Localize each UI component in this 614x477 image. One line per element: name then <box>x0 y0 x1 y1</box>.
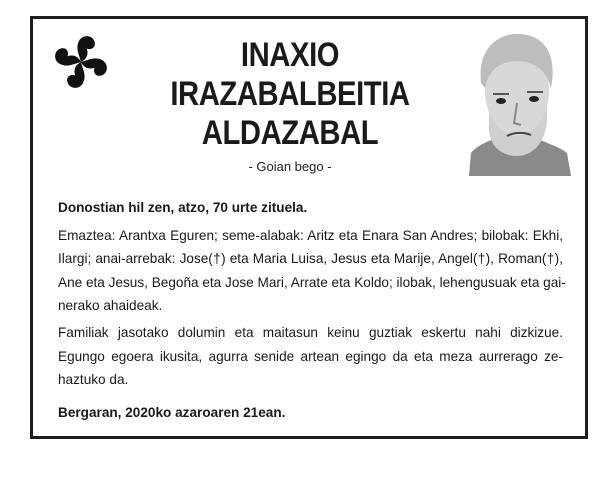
obituary-body <box>58 196 566 424</box>
text-line: nerako ahaideak. <box>58 298 163 314</box>
name-line: INAXIO <box>240 36 340 74</box>
name-line: ALDAZABAL <box>201 114 379 152</box>
text-line: Ane eta Jesus, Begoña eta Jose Mari, Arrate eta Koldo; ilobak, lehengusuak eta gai- <box>58 274 566 290</box>
text-line: Emaztea: Arantxa Eguren; seme-alabak: Aritz eta Enara San Andres; bilobak: Ekhi, <box>58 227 563 243</box>
text-line: haztuko da. <box>58 372 129 388</box>
subtitle: - Goian bego - <box>248 159 332 174</box>
text-line: Egungo egoera ikusita, agurra senide artean egingo da eta meza aurrerago ze- <box>58 348 563 364</box>
name-line: IRAZABALBEITIA <box>170 75 410 113</box>
portrait-photo <box>459 28 572 176</box>
place-date: Bergaran, 2020ko azaroaren 21ean. <box>58 404 286 420</box>
death-announcement: Donostian hil zen, atzo, 70 urte zituela. <box>58 200 308 215</box>
text-line: Ilargi; anai-arrebak: Jose(†) eta Maria Luisa, Jesus eta Marije, Angel(†), Roman(†), <box>58 251 563 267</box>
deceased-name <box>120 36 460 153</box>
thanks-paragraph <box>58 321 563 392</box>
lauburu-icon <box>52 33 110 91</box>
family-paragraph <box>58 224 566 318</box>
text-line: Familiak jasotako dolumin eta maitasun keinu guztiak eskertu nahi dizkizue. <box>58 324 563 340</box>
